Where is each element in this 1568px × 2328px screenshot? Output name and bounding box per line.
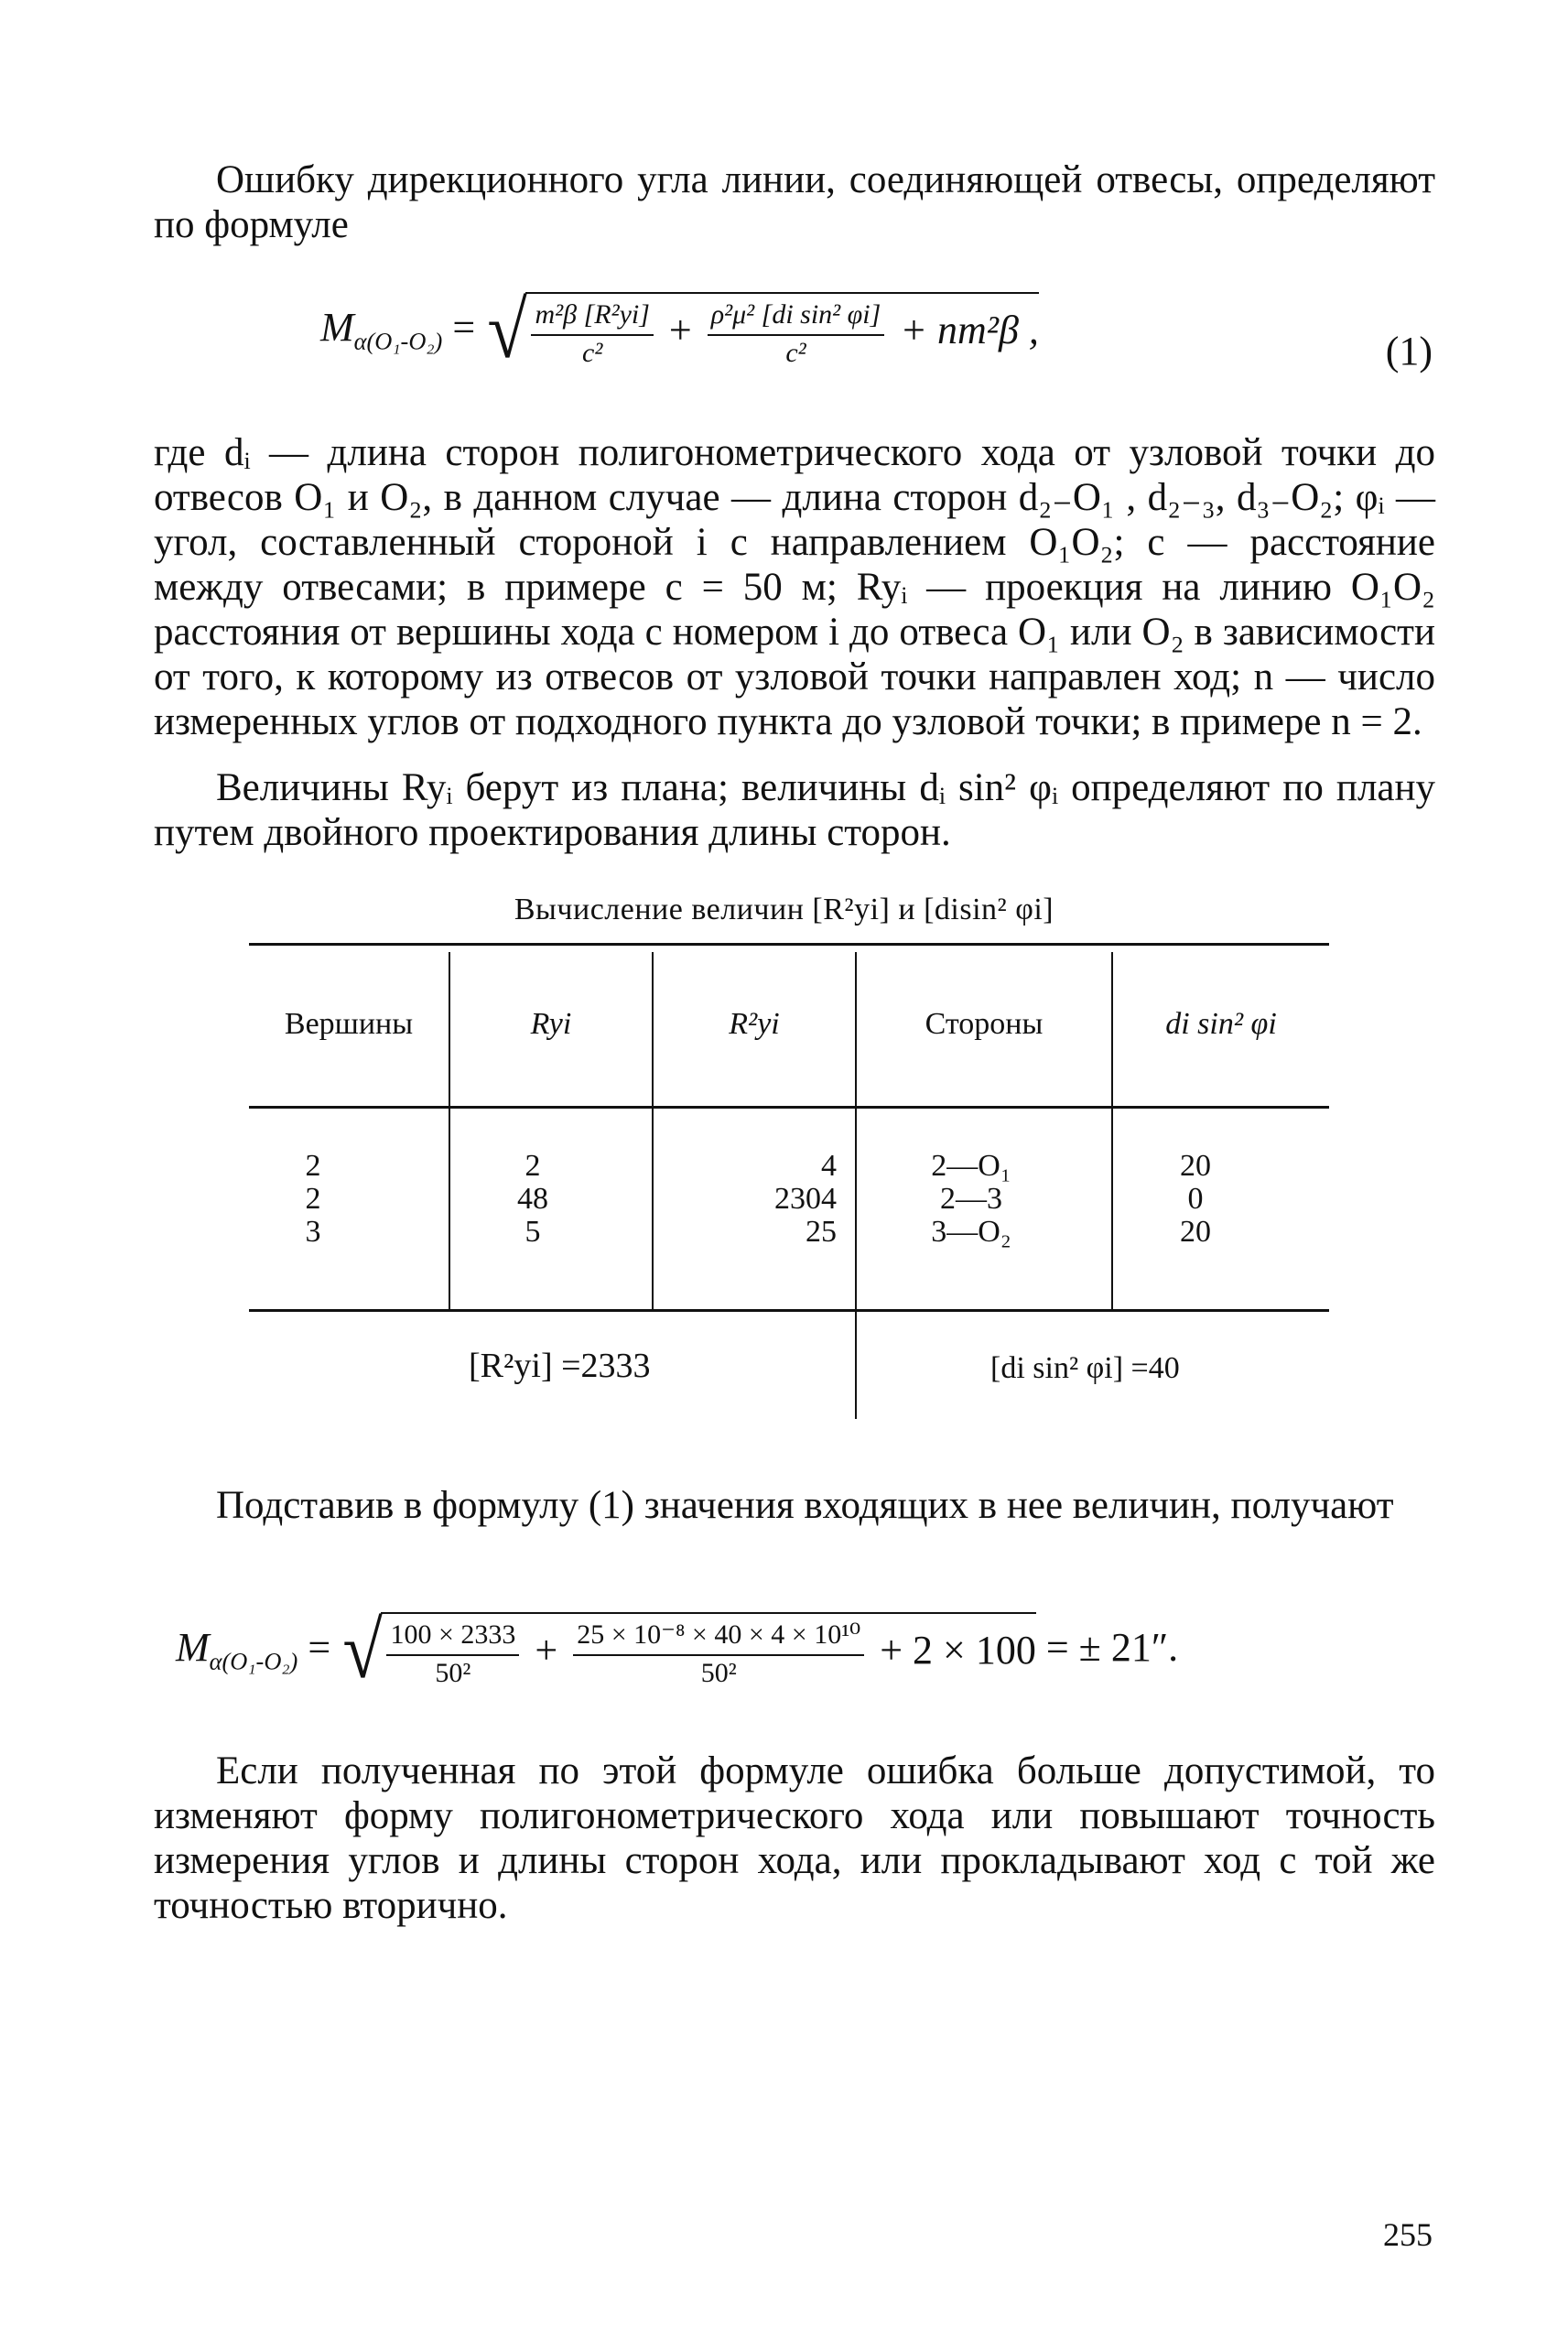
header-disin: di sin² φi (1165, 1007, 1277, 1041)
intro-paragraph: Ошибку дирекционного угла линии, соединяющей отвесы, определяют по формуле (154, 158, 1435, 246)
header-r2yi: R²yi (729, 1007, 780, 1041)
table-row: 2 (524, 1149, 541, 1183)
table-row: 5 (524, 1215, 541, 1249)
col-ryi (450, 1150, 615, 1249)
formula1-equals: = (452, 305, 476, 351)
formula-1 (320, 287, 1039, 375)
header-sides: Стороны (925, 1007, 1044, 1041)
sqrt-icon: √ (487, 287, 528, 375)
formula1-term2-num: ρ²μ² [di sin² φi] (708, 298, 885, 336)
formula2-term1 (386, 1618, 519, 1691)
sum-disin: [di sin² φi] =40 (990, 1351, 1180, 1385)
col-divider-2 (652, 952, 654, 1309)
equation-number: (1) (1385, 329, 1433, 374)
formula1-radicand (525, 292, 1038, 371)
formula2-term2 (573, 1618, 864, 1691)
table-row: 2—O₁ (931, 1149, 1011, 1183)
calc-table (249, 943, 1329, 1419)
formula2-term1-den: 50² (435, 1658, 471, 1688)
conclusion-paragraph: Если полученная по этой формуле ошибка больше допустимой, то изменяют форму полигонометрического хода или повышают точность измерения углов и длины сторон хода, или прокладывают ход с той же точностью вторично. (154, 1749, 1435, 1927)
formula-2 (176, 1607, 1179, 1695)
formula2-result: = ± 21″. (1045, 1625, 1179, 1671)
formula2-term2-den: 50² (700, 1658, 737, 1688)
formula2-lhs-sub: α(O₁-O₂) (209, 1647, 298, 1675)
table-row: 4 (821, 1149, 837, 1183)
col-divider-1 (449, 952, 450, 1309)
values-paragraph: Величины Ryᵢ берут из плана; величины dᵢ sin² φᵢ определяют по плану путем двойного проектирования длины сторон. (154, 766, 1435, 854)
table-row: 20 (1180, 1215, 1211, 1249)
formula2-term3: + 2 × 100 (880, 1628, 1036, 1673)
substitute-paragraph: Подставив в формулу (1) значения входящих в нее величин, получают (216, 1484, 1394, 1527)
formula1-term1-num: m²β [R²yi] (531, 298, 653, 336)
formula2-term2-num: 25 × 10⁻⁸ × 40 × 4 × 10¹⁰ (573, 1618, 864, 1656)
table-row: 2304 (774, 1182, 837, 1216)
table-row: 25 (806, 1215, 837, 1249)
table-row: 2 (305, 1149, 321, 1183)
formula1-term1-den: c² (582, 338, 603, 368)
table-row: 2 (305, 1182, 321, 1216)
table-top-rule (249, 943, 1329, 946)
formula2-plus: + (535, 1628, 558, 1673)
sum-r2yi: [R²yi] =2333 (469, 1347, 651, 1385)
col-vertices (249, 1150, 377, 1249)
col-sides (857, 1150, 1086, 1249)
page-number: 255 (1383, 2216, 1433, 2253)
col-r2yi (654, 1150, 837, 1249)
where-paragraph: где dᵢ — длина сторон полигонометрического хода от узловой точки до отвесов O₁ и O₂, в данном случае — длина сторон d₂₋O₁ , d₂₋₃, d₃₋O₂; φᵢ — угол, составленный стороной i с направлением O₁O₂; c — расстояние между отвесами; в примере c = 50 м; Ryᵢ — проекция на линию O₁O₂ расстояния от вершины хода с номером i до отвеса O₁ или O₂ в зависимости от того, к которому из отвесов от узловой точки направлен ход; n — число измеренных углов от подходного пункта до узловой точки; в примере n = 2. (154, 431, 1435, 743)
formula1-lhs: M (320, 305, 354, 351)
formula2-lhs: M (176, 1625, 210, 1671)
formula1-lhs-sub: α(O₁-O₂) (353, 327, 443, 355)
formula2-term1-num: 100 × 2333 (386, 1618, 519, 1656)
table-caption: Вычисление величин [R²yi] и [disin² φi] (514, 893, 1054, 926)
table-row: 3—O₂ (931, 1215, 1011, 1249)
formula2-radicand (381, 1612, 1035, 1691)
table-row: 20 (1180, 1149, 1211, 1183)
formula1-plus: + (668, 308, 692, 353)
header-ryi: Ryi (530, 1007, 572, 1041)
formula1-term2-den: c² (785, 338, 806, 368)
table-row: 3 (305, 1215, 321, 1249)
formula1-term3: + nm²β , (900, 308, 1039, 353)
table-row: 2—3 (940, 1182, 1002, 1216)
col-disin (1113, 1150, 1278, 1249)
table-body-rule (249, 1309, 1329, 1312)
table-header-rule (249, 1106, 1329, 1109)
col-divider-4 (1111, 952, 1113, 1309)
formula1-term2 (708, 298, 885, 371)
formula1-term1 (531, 298, 653, 371)
table-row: 48 (517, 1182, 548, 1216)
table-row: 0 (1187, 1182, 1204, 1216)
header-vertices: Вершины (284, 1007, 414, 1041)
formula2-equals: = (308, 1625, 331, 1671)
sqrt-icon: √ (342, 1607, 384, 1695)
